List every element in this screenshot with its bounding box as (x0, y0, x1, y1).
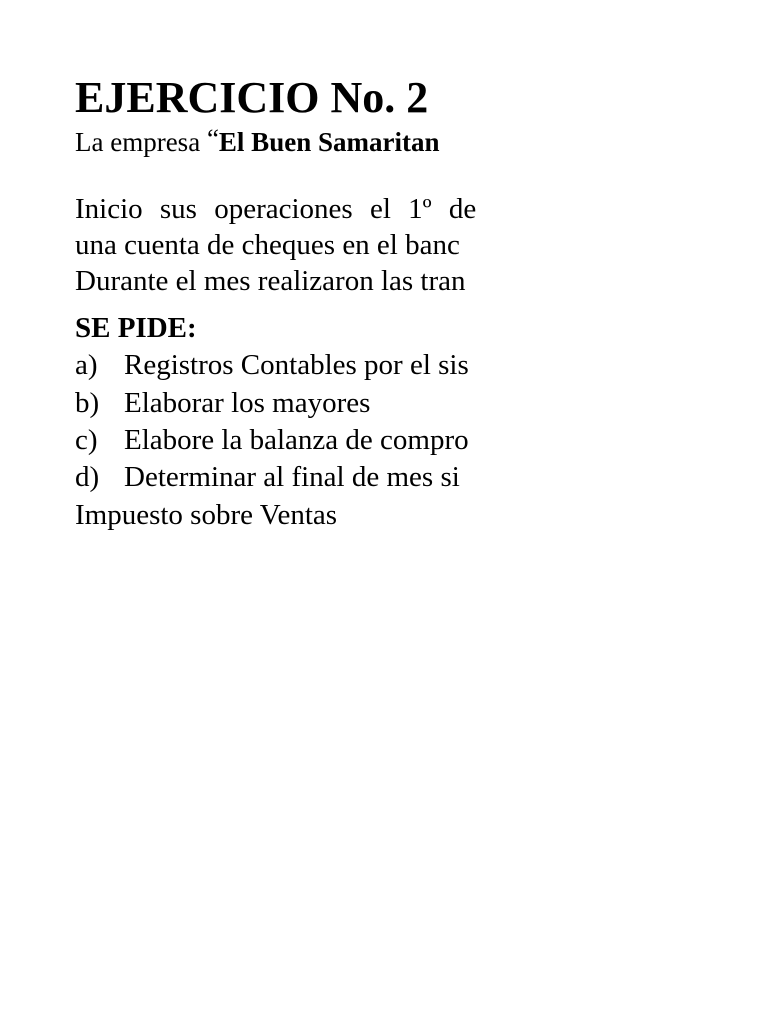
company-intro-prefix: La empresa (75, 127, 207, 157)
requirement-text: Elaborar los mayores (124, 387, 371, 419)
paragraph-line-2: una cuenta de cheques en el banc (75, 229, 460, 261)
company-name: El Buen Samaritan (218, 127, 440, 157)
requirement-text: Determinar al final de mes si (124, 461, 460, 493)
paragraph-line-1: Inicio sus operaciones el 1º de (75, 193, 477, 225)
requirement-marker: d) (75, 461, 100, 493)
requirement-item-d-continuation: Impuesto sobre Ventas (75, 499, 338, 531)
requirement-item-c (75, 424, 469, 457)
paragraph-line-3: Durante el mes realizaron las tran (75, 265, 466, 297)
requirement-item-b (75, 387, 370, 420)
requirement-marker: b) (75, 387, 100, 419)
company-intro-line (75, 124, 440, 158)
requirement-marker: a) (75, 349, 98, 381)
exercise-title: EJERCICIO No. 2 (75, 73, 429, 122)
requirement-text: Registros Contables por el sis (124, 349, 469, 381)
requirement-text: Elabore la balanza de compro (124, 424, 469, 456)
document-text-column (75, 0, 506, 1024)
company-open-quote: “ (206, 124, 219, 154)
requirement-item-d (75, 461, 460, 494)
requirement-marker: c) (75, 424, 98, 456)
requirement-item-a (75, 349, 469, 382)
requirements-heading: SE PIDE: (75, 312, 197, 344)
